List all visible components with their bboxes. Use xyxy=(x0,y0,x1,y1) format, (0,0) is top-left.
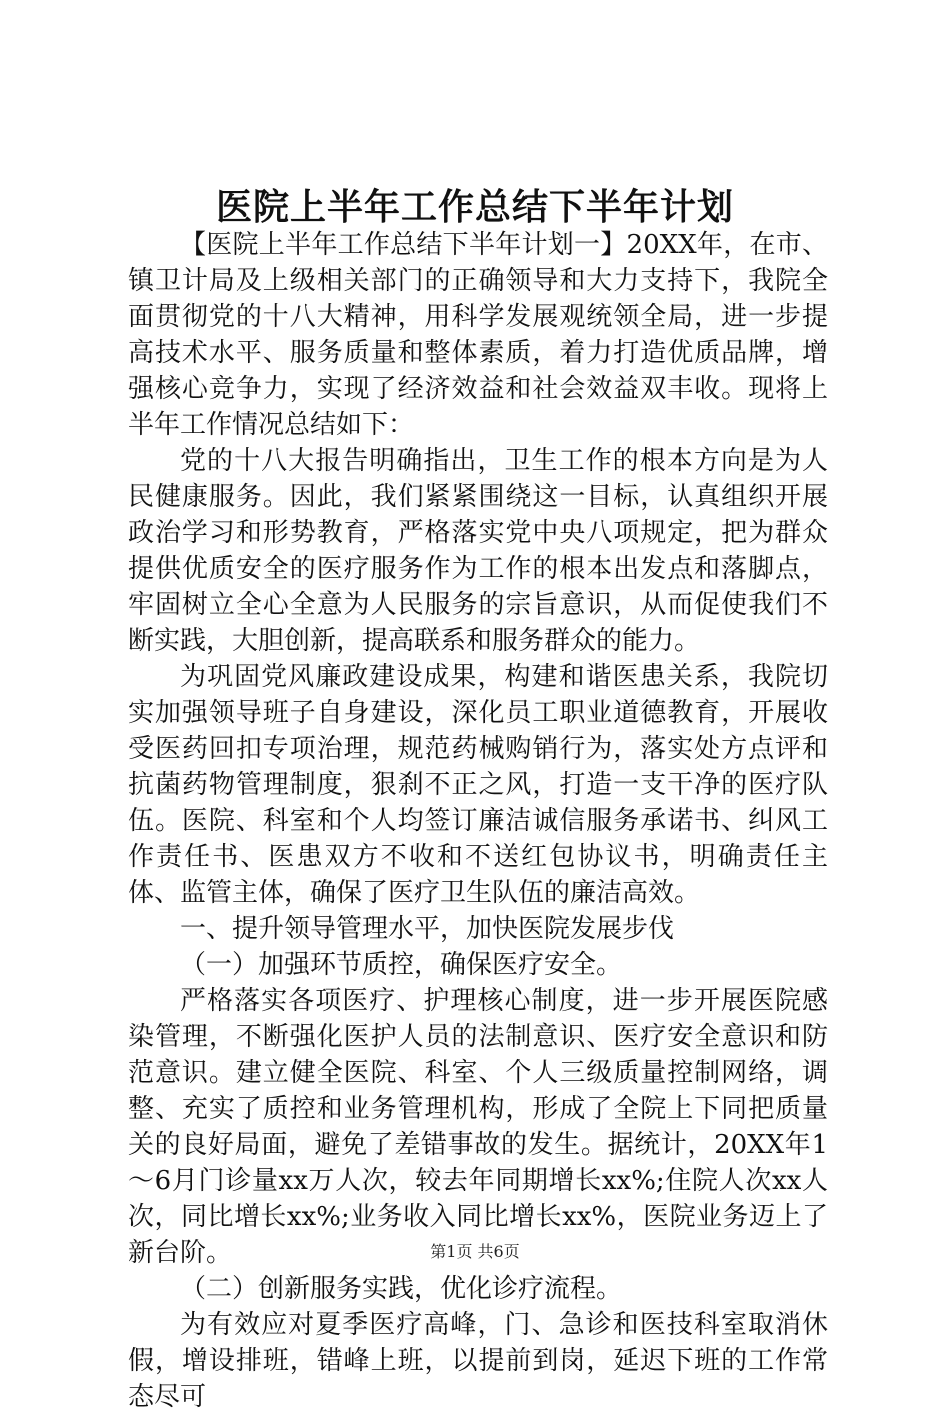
document-title: 医院上半年工作总结下半年计划 xyxy=(215,186,734,228)
paragraph-intro: 【医院上半年工作总结下半年计划一】20XX年，在市、镇卫计局及上级相关部门的正确领导和大力支持下，我院全面贯彻党的十八大精神，用科学发展观统领全局，进一步提高技术水平、服务质量和整体素质，着力打造优质品牌，增强核心竞争力，实现了经济效益和社会效益双丰收。现将上半年工作情况总结如下： xyxy=(128,230,828,440)
paragraph-quality-control: 严格落实各项医疗、护理核心制度，进一步开展医院感染管理，不断强化医护人员的法制意识、医疗安全意识和防范意识。建立健全医院、科室、个人三级质量控制网络，调整、充实了质控和业务管理机构，形成了全院上下同把质量关的良好局面，避免了差错事故的发生。据统计，20XX年1～6月门诊量xx万人次，较去年同期增长xx%;住院人次xx人次，同比增长xx%;业务收入同比增长xx%，医院业务迈上了新台阶。 xyxy=(128,986,828,1268)
paragraph-service-innovation: 为有效应对夏季医疗高峰，门、急诊和医技科室取消休假，增设排班，错峰上班，以提前到岗，延迟下班的工作常态尽可 xyxy=(128,1310,828,1412)
document-body xyxy=(128,227,828,1415)
paragraph-integrity: 为巩固党风廉政建设成果，构建和谐医患关系，我院切实加强领导班子自身建设，深化员工职业道德教育，开展收受医药回扣专项治理，规范药械购销行为，落实处方点评和抗菌药物管理制度，狠刹不正之风，打造一支干净的医疗队伍。医院、科室和个人均签订廉洁诚信服务承诺书、纠风工作责任书、医患双方不收和不送红包协议书，明确责任主体、监管主体，确保了医疗卫生队伍的廉洁高效。 xyxy=(128,662,828,908)
section-heading-1: 一、提升领导管理水平，加快医院发展步伐 xyxy=(180,914,675,944)
paragraph-party-guidance: 党的十八大报告明确指出，卫生工作的根本方向是为人民健康服务。因此，我们紧紧围绕这一目标，认真组织开展政治学习和形势教育，严格落实党中央八项规定，把为群众提供优质安全的医疗服务作为工作的根本出发点和落脚点，牢固树立全心全意为人民服务的宗旨意识，从而促使我们不断实践，大胆创新，提高联系和服务群众的能力。 xyxy=(128,446,828,656)
subsection-heading-1: （一）加强环节质控，确保医疗安全。 xyxy=(180,950,623,980)
subsection-heading-2: （二）创新服务实践，优化诊疗流程。 xyxy=(180,1274,623,1304)
page-footer: 第1页 共6页 xyxy=(430,1242,520,1261)
